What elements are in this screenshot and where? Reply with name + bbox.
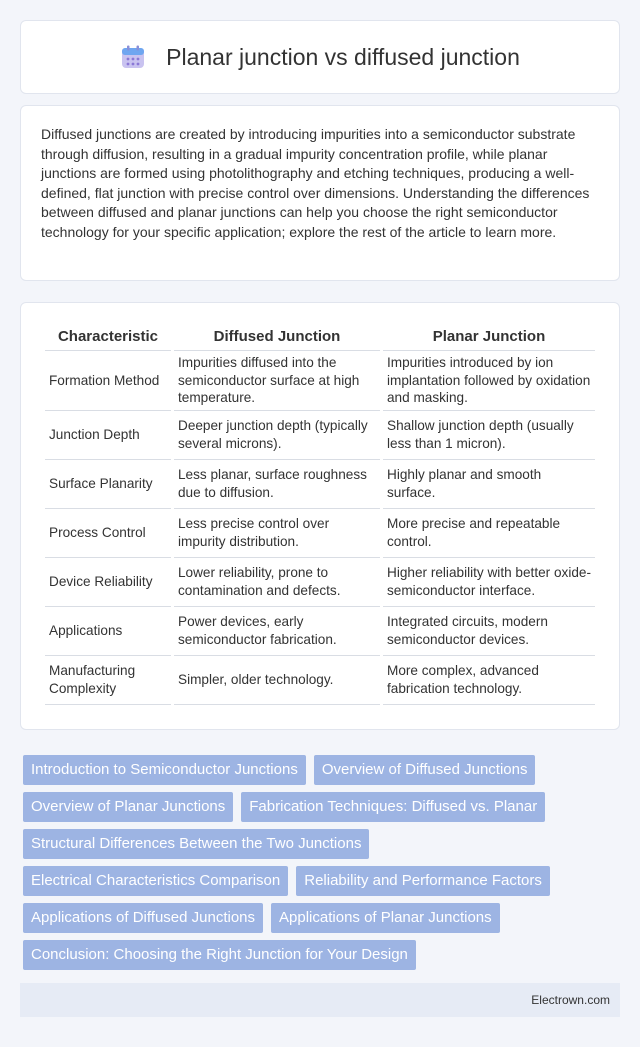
intro-text: Diffused junctions are created by introducing impurities into a semiconductor substrate through diffusion, resulting in a gradual impurity concentration profile, while planar junctions are formed using photolithography and etching techniques, producing a well-defined, flat junction with precise control over dimensions. Understanding the differences between diffused and planar junctions can help you choose the right semiconductor technology for your specific application; explore the rest of the article to learn more. (41, 126, 590, 240)
table-row (45, 607, 595, 656)
table-cell: Power devices, early semiconductor fabrication. (174, 607, 380, 656)
table-row (45, 411, 595, 460)
table-cell: More precise and repeatable control. (383, 509, 595, 558)
page-title: Planar junction vs diffused junction (166, 43, 520, 70)
topic-tags (23, 755, 623, 970)
table-cell: Lower reliability, prone to contamination and defects. (174, 558, 380, 607)
header-characteristic: Characteristic (45, 323, 171, 351)
tag-link[interactable]: Applications of Diffused Junctions (23, 903, 263, 933)
table-cell: Less precise control over impurity distribution. (174, 509, 380, 558)
table-cell: More complex, advanced fabrication technology. (383, 656, 595, 705)
tag-link[interactable]: Reliability and Performance Factors (296, 866, 550, 896)
table-cell: Deeper junction depth (typically several microns). (174, 411, 380, 460)
table-cell: Process Control (45, 509, 171, 558)
table-cell: Higher reliability with better oxide-semiconductor interface. (383, 558, 595, 607)
tag-link[interactable]: Overview of Planar Junctions (23, 792, 233, 822)
table-row (45, 460, 595, 509)
tag-link[interactable]: Conclusion: Choosing the Right Junction for Your Design (23, 940, 416, 970)
intro-card (20, 105, 620, 281)
table-cell: Manufacturing Complexity (45, 656, 171, 705)
tag-link[interactable]: Structural Differences Between the Two Junctions (23, 829, 369, 859)
table-cell: Impurities diffused into the semiconductor surface at high temperature. (174, 351, 380, 411)
table-cell: Impurities introduced by ion implantation followed by oxidation and masking. (383, 351, 595, 411)
table-row (45, 509, 595, 558)
tag-link[interactable]: Overview of Diffused Junctions (314, 755, 536, 785)
table-row (45, 558, 595, 607)
table-row (45, 656, 595, 705)
table-cell: Formation Method (45, 351, 171, 411)
table-header-row (45, 323, 595, 351)
table-row (45, 351, 595, 411)
tag-link[interactable]: Introduction to Semiconductor Junctions (23, 755, 306, 785)
tag-link[interactable]: Fabrication Techniques: Diffused vs. Planar (241, 792, 545, 822)
table-cell: Applications (45, 607, 171, 656)
table-cell: Shallow junction depth (usually less than 1 micron). (383, 411, 595, 460)
tag-link[interactable]: Applications of Planar Junctions (271, 903, 500, 933)
table-cell: Device Reliability (45, 558, 171, 607)
table-cell: Surface Planarity (45, 460, 171, 509)
header-diffused: Diffused Junction (174, 323, 380, 351)
footer (20, 983, 620, 1017)
table-cell: Simpler, older technology. (174, 656, 380, 705)
table-cell: Highly planar and smooth surface. (383, 460, 595, 509)
calendar-icon (120, 44, 146, 70)
table-cell: Integrated circuits, modern semiconductor devices. (383, 607, 595, 656)
comparison-table (42, 323, 598, 705)
comparison-card (20, 302, 620, 730)
table-cell: Less planar, surface roughness due to diffusion. (174, 460, 380, 509)
title-card (20, 20, 620, 94)
table-cell: Junction Depth (45, 411, 171, 460)
footer-site[interactable]: Electrown.com (531, 993, 610, 1007)
tag-link[interactable]: Electrical Characteristics Comparison (23, 866, 288, 896)
header-planar: Planar Junction (383, 323, 595, 351)
